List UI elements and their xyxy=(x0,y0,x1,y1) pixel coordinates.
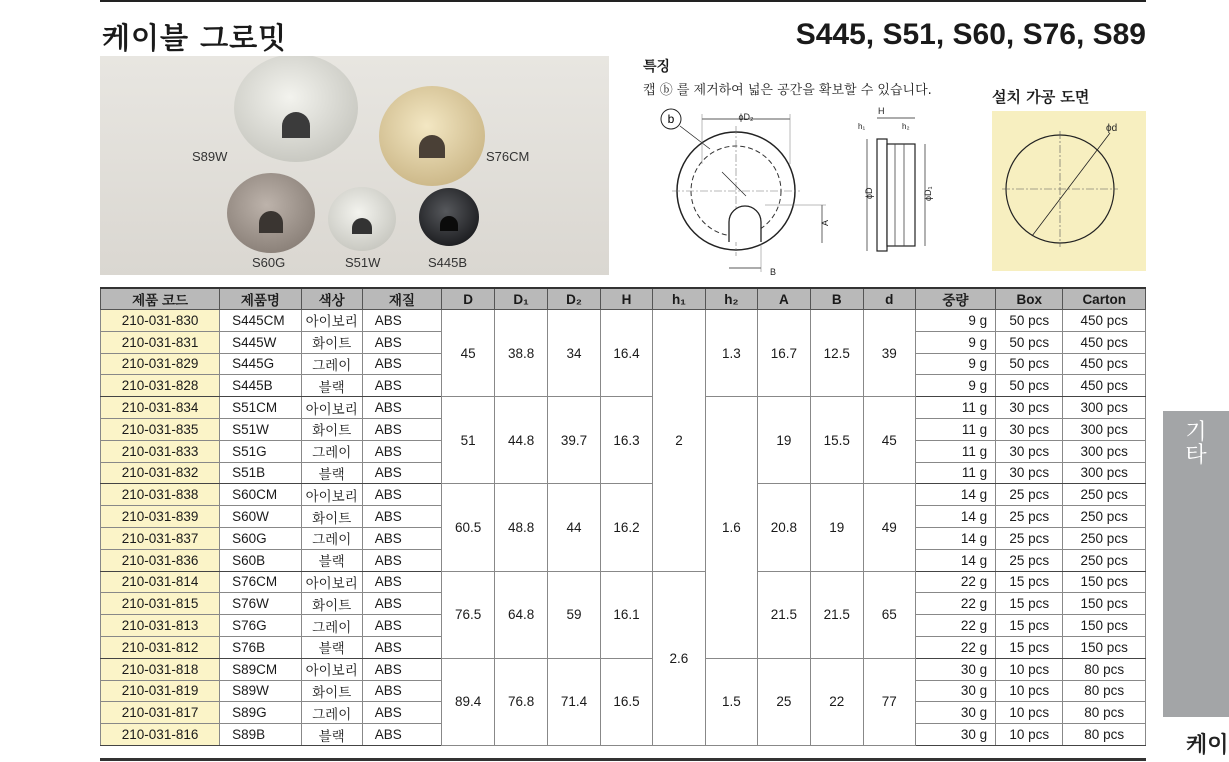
table-cell: 45 xyxy=(442,310,495,397)
table-cell: ABS xyxy=(362,658,441,680)
table-cell: 16.3 xyxy=(601,397,653,484)
table-cell: 9 g xyxy=(915,375,995,397)
table-cell: 블랙 xyxy=(301,549,362,571)
table-cell: S76G xyxy=(220,615,301,637)
table-cell: 64.8 xyxy=(495,571,548,658)
table-cell: 그레이 xyxy=(301,527,362,549)
table-cell: 그레이 xyxy=(301,702,362,724)
table-cell: 아이보리 xyxy=(301,571,362,593)
table-cell: 250 pcs xyxy=(1063,484,1146,506)
mounting-drawing xyxy=(992,111,1146,271)
table-cell: S51CM xyxy=(220,397,301,419)
table-cell: 1.6 xyxy=(705,397,757,659)
table-cell: 15 pcs xyxy=(996,636,1063,658)
table-cell: S60B xyxy=(220,549,301,571)
table-cell: 80 pcs xyxy=(1063,724,1146,746)
table-cell: 38.8 xyxy=(495,310,548,397)
table-cell: S60W xyxy=(220,506,301,528)
table-cell: 16.4 xyxy=(601,310,653,397)
table-cell: 30 g xyxy=(915,680,995,702)
table-cell: 150 pcs xyxy=(1063,615,1146,637)
table-cell: 80 pcs xyxy=(1063,702,1146,724)
table-cell: ABS xyxy=(362,440,441,462)
column-header: Carton xyxy=(1063,288,1146,310)
table-cell: 아이보리 xyxy=(301,658,362,680)
table-cell: S89B xyxy=(220,724,301,746)
table-cell: 51 xyxy=(442,397,495,484)
photo-label-s51w: S51W xyxy=(345,255,381,270)
table-cell: 16.5 xyxy=(601,658,653,745)
table-cell: 화이트 xyxy=(301,418,362,440)
table-cell: 10 pcs xyxy=(996,702,1063,724)
table-cell: 아이보리 xyxy=(301,397,362,419)
side-flange xyxy=(877,139,887,251)
table-cell: 60.5 xyxy=(442,484,495,571)
table-cell: 14 g xyxy=(915,506,995,528)
table-cell: 44.8 xyxy=(495,397,548,484)
column-header: A xyxy=(757,288,810,310)
table-cell: 10 pcs xyxy=(996,658,1063,680)
table-cell: 25 pcs xyxy=(996,549,1063,571)
table-cell: 블랙 xyxy=(301,462,362,484)
table-cell: 그레이 xyxy=(301,615,362,637)
table-cell: S51W xyxy=(220,418,301,440)
table-cell: 25 pcs xyxy=(996,506,1063,528)
table-cell: 30 pcs xyxy=(996,440,1063,462)
table-cell: 150 pcs xyxy=(1063,636,1146,658)
table-cell: 39 xyxy=(863,310,915,397)
column-header: D₂ xyxy=(548,288,601,310)
table-cell: S445B xyxy=(220,375,301,397)
table-cell: ABS xyxy=(362,506,441,528)
feature-title: 특징 xyxy=(643,59,671,75)
table-cell: 250 pcs xyxy=(1063,549,1146,571)
table-cell: ABS xyxy=(362,353,441,375)
column-header: d xyxy=(863,288,915,310)
table-cell: 1.3 xyxy=(705,310,757,397)
table-cell: 화이트 xyxy=(301,680,362,702)
table-cell: 210-031-833 xyxy=(101,440,220,462)
table-cell: 210-031-832 xyxy=(101,462,220,484)
table-cell: 14 g xyxy=(915,484,995,506)
table-cell: 210-031-838 xyxy=(101,484,220,506)
table-cell: 210-031-837 xyxy=(101,527,220,549)
mounting-title: 설치 가공 도면 xyxy=(992,88,1090,106)
table-cell: 15 pcs xyxy=(996,593,1063,615)
table-row xyxy=(101,397,1146,419)
table-cell: ABS xyxy=(362,680,441,702)
table-cell: 210-031-813 xyxy=(101,615,220,637)
table-cell: 76.5 xyxy=(442,571,495,658)
table-cell: 15 pcs xyxy=(996,615,1063,637)
table-cell: S445W xyxy=(220,331,301,353)
table-cell: 16.1 xyxy=(601,571,653,658)
table-cell: 89.4 xyxy=(442,658,495,745)
table-cell: 210-031-814 xyxy=(101,571,220,593)
table-cell: 210-031-815 xyxy=(101,593,220,615)
table-cell: 210-031-839 xyxy=(101,506,220,528)
table-cell: 30 g xyxy=(915,724,995,746)
table-cell: 22 g xyxy=(915,615,995,637)
table-cell: 210-031-812 xyxy=(101,636,220,658)
table-cell: 그레이 xyxy=(301,353,362,375)
photo-label-s60g: S60G xyxy=(252,255,286,270)
page-title: 케이블 그로밋 xyxy=(102,21,288,55)
table-cell: 21.5 xyxy=(810,571,863,658)
column-header: B xyxy=(810,288,863,310)
dim-d: ϕD xyxy=(864,187,874,199)
table-cell: 300 pcs xyxy=(1063,440,1146,462)
column-header: H xyxy=(601,288,653,310)
product-photo xyxy=(100,56,609,275)
table-cell: ABS xyxy=(362,593,441,615)
table-cell: 14 g xyxy=(915,527,995,549)
bottom-rule xyxy=(100,758,1146,761)
dim-b: B xyxy=(770,267,777,276)
dim-h1: h₁ xyxy=(858,122,866,131)
table-cell: ABS xyxy=(362,310,441,332)
table-cell: 화이트 xyxy=(301,331,362,353)
table-cell: S76CM xyxy=(220,571,301,593)
table-cell: 화이트 xyxy=(301,593,362,615)
table-row xyxy=(101,484,1146,506)
table-cell: 44 xyxy=(548,484,601,571)
table-cell: S445CM xyxy=(220,310,301,332)
table-cell: 25 pcs xyxy=(996,527,1063,549)
table-cell: 11 g xyxy=(915,397,995,419)
table-cell: 30 g xyxy=(915,658,995,680)
table-cell: 300 pcs xyxy=(1063,397,1146,419)
table-cell: S445G xyxy=(220,353,301,375)
table-cell: S60CM xyxy=(220,484,301,506)
spec-table xyxy=(100,287,1146,746)
column-header: D xyxy=(442,288,495,310)
dimension-drawing xyxy=(650,104,950,276)
side-body xyxy=(887,144,915,246)
table-cell: 12.5 xyxy=(810,310,863,397)
table-cell: 71.4 xyxy=(548,658,601,745)
table-cell: ABS xyxy=(362,418,441,440)
table-cell: 50 pcs xyxy=(996,310,1063,332)
table-cell: 16.2 xyxy=(601,484,653,571)
table-cell: 블랙 xyxy=(301,724,362,746)
table-cell: 2.6 xyxy=(652,571,705,745)
table-cell: 210-031-829 xyxy=(101,353,220,375)
table-cell: S89W xyxy=(220,680,301,702)
table-cell: 450 pcs xyxy=(1063,353,1146,375)
table-cell: 77 xyxy=(863,658,915,745)
photo-label-s89w: S89W xyxy=(192,149,228,164)
table-cell: 30 pcs xyxy=(996,397,1063,419)
table-cell: 300 pcs xyxy=(1063,418,1146,440)
column-header: 제품 코드 xyxy=(101,288,220,310)
top-rule xyxy=(100,0,1146,2)
table-cell: 210-031-835 xyxy=(101,418,220,440)
table-row xyxy=(101,658,1146,680)
side-tab-label: 기타 xyxy=(1185,420,1207,468)
table-cell: 300 pcs xyxy=(1063,462,1146,484)
table-cell: ABS xyxy=(362,724,441,746)
table-header-row xyxy=(101,288,1146,310)
table-cell: 16.7 xyxy=(757,310,810,397)
model-list: S445, S51, S60, S76, S89 xyxy=(795,18,1146,51)
dim-h: H xyxy=(878,106,885,116)
table-cell: 76.8 xyxy=(495,658,548,745)
table-cell: 50 pcs xyxy=(996,331,1063,353)
table-cell: 9 g xyxy=(915,331,995,353)
table-cell: 34 xyxy=(548,310,601,397)
column-header: 재질 xyxy=(362,288,441,310)
table-cell: ABS xyxy=(362,571,441,593)
table-cell: 210-031-817 xyxy=(101,702,220,724)
table-cell: 59 xyxy=(548,571,601,658)
table-cell: 80 pcs xyxy=(1063,658,1146,680)
side-tab-next: 케이 xyxy=(1186,733,1229,758)
photo-label-s76cm: S76CM xyxy=(486,149,530,164)
table-cell: 11 g xyxy=(915,462,995,484)
dim-d-small: ϕd xyxy=(1106,123,1118,134)
column-header: 제품명 xyxy=(220,288,301,310)
table-cell: 1.5 xyxy=(705,658,757,745)
table-cell: 20.8 xyxy=(757,484,810,571)
table-cell: S60G xyxy=(220,527,301,549)
table-cell: 48.8 xyxy=(495,484,548,571)
table-cell: ABS xyxy=(362,527,441,549)
table-cell: 블랙 xyxy=(301,375,362,397)
table-cell: ABS xyxy=(362,375,441,397)
table-cell: ABS xyxy=(362,702,441,724)
feature-text: 캡 ⓑ 를 제거하여 넓은 공간을 확보할 수 있습니다. xyxy=(643,83,932,98)
column-header: D₁ xyxy=(495,288,548,310)
table-cell: 50 pcs xyxy=(996,375,1063,397)
table-cell: 22 g xyxy=(915,571,995,593)
table-cell: ABS xyxy=(362,636,441,658)
table-cell: 15.5 xyxy=(810,397,863,484)
table-cell: 30 pcs xyxy=(996,418,1063,440)
table-cell: 11 g xyxy=(915,440,995,462)
table-cell: 450 pcs xyxy=(1063,375,1146,397)
table-cell: ABS xyxy=(362,484,441,506)
table-cell: 19 xyxy=(810,484,863,571)
dim-h2: h₂ xyxy=(902,122,910,131)
table-cell: 250 pcs xyxy=(1063,506,1146,528)
table-cell: 9 g xyxy=(915,310,995,332)
table-cell: 150 pcs xyxy=(1063,571,1146,593)
table-cell: 15 pcs xyxy=(996,571,1063,593)
column-header: 중량 xyxy=(915,288,995,310)
table-cell: 9 g xyxy=(915,353,995,375)
table-cell: 39.7 xyxy=(548,397,601,484)
photo-label-s445b: S445B xyxy=(428,255,468,270)
table-cell: ABS xyxy=(362,462,441,484)
table-cell: S51B xyxy=(220,462,301,484)
table-cell: S76W xyxy=(220,593,301,615)
table-cell: 65 xyxy=(863,571,915,658)
table-cell: 450 pcs xyxy=(1063,310,1146,332)
table-cell: 19 xyxy=(757,397,810,484)
column-header: h₁ xyxy=(652,288,705,310)
table-cell: ABS xyxy=(362,397,441,419)
dim-a: A xyxy=(820,219,830,226)
table-cell: S89G xyxy=(220,702,301,724)
table-cell: 49 xyxy=(863,484,915,571)
column-header: h₂ xyxy=(705,288,757,310)
table-cell: 210-031-819 xyxy=(101,680,220,702)
table-cell: ABS xyxy=(362,331,441,353)
table-cell: ABS xyxy=(362,549,441,571)
table-cell: 22 g xyxy=(915,593,995,615)
dim-d2: ϕD₂ xyxy=(738,112,754,122)
table-cell: 25 xyxy=(757,658,810,745)
table-cell: 210-031-831 xyxy=(101,331,220,353)
table-cell: 그레이 xyxy=(301,440,362,462)
table-cell: 80 pcs xyxy=(1063,680,1146,702)
dim-d1: ϕD₁ xyxy=(923,186,933,201)
column-header: 색상 xyxy=(301,288,362,310)
table-cell: 45 xyxy=(863,397,915,484)
table-cell: 2 xyxy=(652,310,705,572)
table-cell: 25 pcs xyxy=(996,484,1063,506)
table-cell: 10 pcs xyxy=(996,680,1063,702)
callout-b-text: b xyxy=(667,112,675,126)
table-cell: 11 g xyxy=(915,418,995,440)
table-cell: ABS xyxy=(362,615,441,637)
table-cell: 210-031-830 xyxy=(101,310,220,332)
table-cell: 아이보리 xyxy=(301,310,362,332)
side-tab[interactable] xyxy=(1163,411,1229,717)
table-cell: 250 pcs xyxy=(1063,527,1146,549)
table-cell: 210-031-828 xyxy=(101,375,220,397)
table-cell: 아이보리 xyxy=(301,484,362,506)
table-cell: 210-031-818 xyxy=(101,658,220,680)
table-cell: S89CM xyxy=(220,658,301,680)
table-cell: 210-031-834 xyxy=(101,397,220,419)
table-cell: 14 g xyxy=(915,549,995,571)
cap-opening xyxy=(729,206,761,242)
grommet-photo-drawing xyxy=(100,56,609,275)
table-cell: 210-031-836 xyxy=(101,549,220,571)
table-row xyxy=(101,571,1146,593)
table-cell: S51G xyxy=(220,440,301,462)
table-cell: 210-031-816 xyxy=(101,724,220,746)
table-cell: S76B xyxy=(220,636,301,658)
table-cell: 150 pcs xyxy=(1063,593,1146,615)
table-row xyxy=(101,310,1146,332)
table-cell: 30 pcs xyxy=(996,462,1063,484)
table-cell: 22 g xyxy=(915,636,995,658)
column-header: Box xyxy=(996,288,1063,310)
table-cell: 450 pcs xyxy=(1063,331,1146,353)
table-cell: 50 pcs xyxy=(996,353,1063,375)
table-cell: 21.5 xyxy=(757,571,810,658)
table-cell: 22 xyxy=(810,658,863,745)
table-cell: 10 pcs xyxy=(996,724,1063,746)
table-cell: 블랙 xyxy=(301,636,362,658)
table-cell: 화이트 xyxy=(301,506,362,528)
table-cell: 30 g xyxy=(915,702,995,724)
